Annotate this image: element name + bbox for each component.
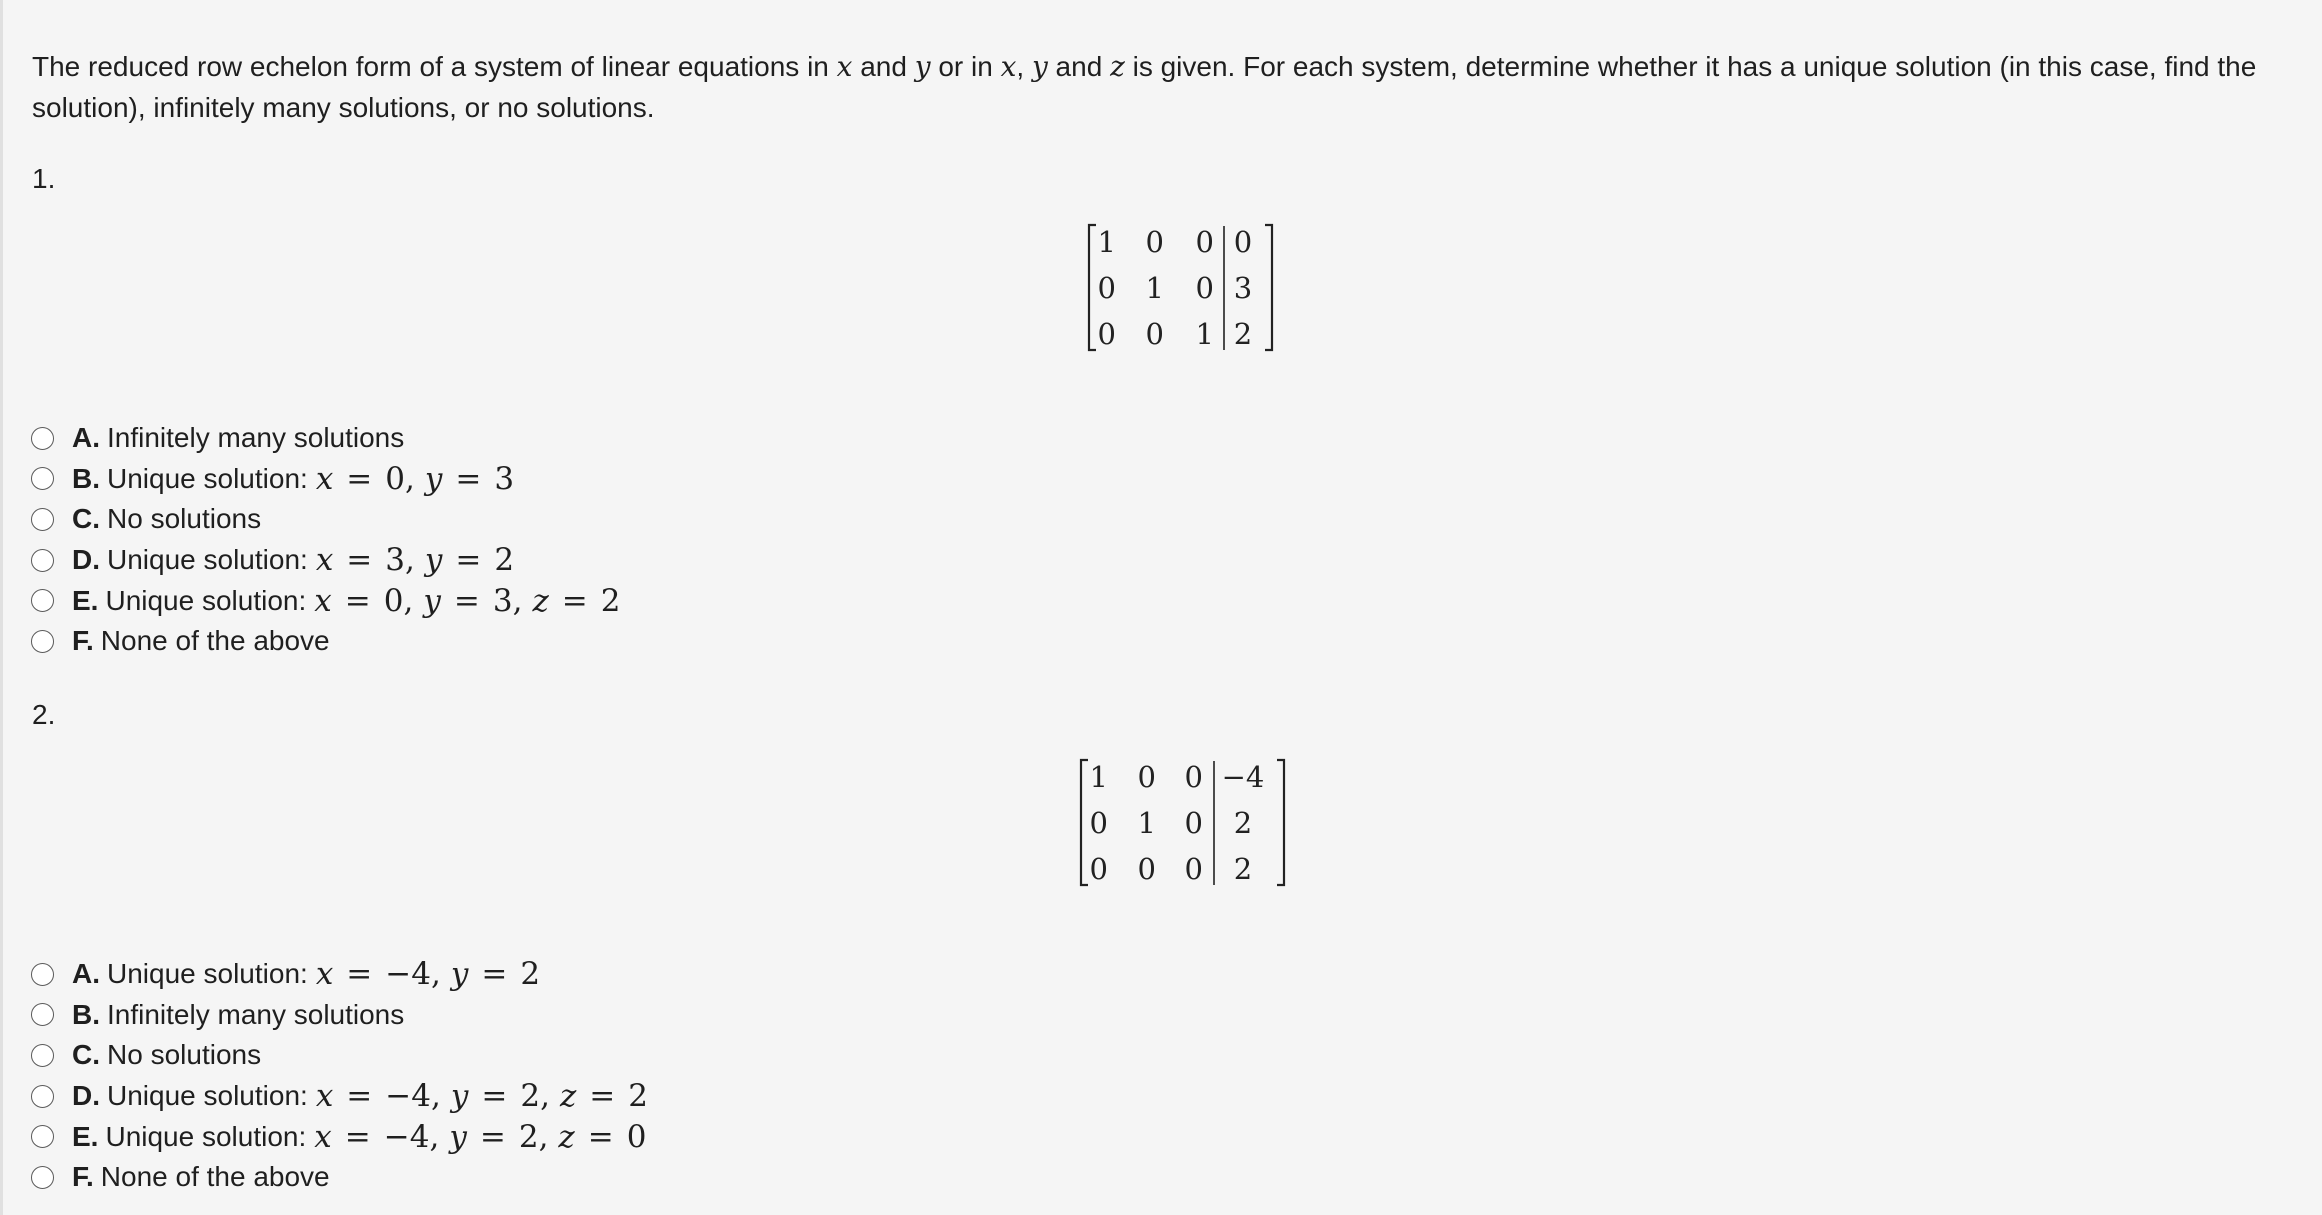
option-math: x = 3, y = 2 bbox=[315, 542, 515, 579]
option-d[interactable] bbox=[31, 1076, 648, 1117]
matrix-entry: 0 bbox=[1097, 271, 1116, 305]
option-text: No solutions bbox=[107, 503, 262, 535]
intro-text-segment: , bbox=[1016, 51, 1032, 82]
option-text: Unique solution: bbox=[107, 1080, 308, 1112]
radio-button[interactable] bbox=[31, 1166, 54, 1189]
instructions-text bbox=[32, 46, 2302, 128]
question-1-options bbox=[31, 418, 621, 662]
option-math: x = −4, y = 2, z = 0 bbox=[314, 1118, 647, 1155]
radio-button[interactable] bbox=[31, 1125, 54, 1148]
matrix-entry: 0 bbox=[1195, 225, 1214, 259]
matrix-entry: 2 bbox=[1233, 806, 1253, 840]
matrix-entry: 0 bbox=[1097, 317, 1116, 351]
intro-text-segment: and bbox=[1047, 51, 1111, 82]
matrix-entry: 2 bbox=[1233, 852, 1253, 886]
matrix-entry: 2 bbox=[1233, 317, 1253, 351]
option-letter: E. bbox=[72, 584, 99, 616]
option-math: x = 0, y = 3, z = 2 bbox=[314, 582, 621, 619]
radio-button[interactable] bbox=[31, 589, 54, 612]
option-letter: D. bbox=[72, 1080, 100, 1112]
question-2-augmented-matrix bbox=[1078, 757, 1288, 892]
option-text: Unique solution: bbox=[105, 584, 307, 616]
option-c[interactable] bbox=[31, 499, 621, 540]
matrix-entry: 0 bbox=[1137, 852, 1156, 886]
matrix-entry: 0 bbox=[1089, 806, 1108, 840]
math-variable: x bbox=[836, 50, 853, 83]
option-d[interactable] bbox=[31, 540, 621, 581]
question-2-options bbox=[31, 954, 648, 1198]
option-letter: B. bbox=[72, 462, 100, 494]
question-1-number: 1. bbox=[32, 163, 56, 194]
matrix-entry: 0 bbox=[1184, 852, 1203, 886]
option-letter: A. bbox=[72, 422, 100, 454]
math-variable: x bbox=[1000, 50, 1017, 83]
radio-button[interactable] bbox=[31, 1003, 54, 1026]
option-b[interactable] bbox=[31, 459, 621, 500]
option-e[interactable] bbox=[31, 1116, 648, 1157]
matrix-entry: 3 bbox=[1233, 271, 1253, 305]
left-bracket bbox=[1081, 760, 1088, 885]
radio-button[interactable] bbox=[31, 630, 54, 653]
option-f[interactable] bbox=[31, 1157, 648, 1198]
intro-text-segment: and bbox=[852, 51, 915, 82]
math-variable: z bbox=[1110, 50, 1125, 83]
math-variable: y bbox=[1031, 50, 1048, 83]
matrix-entry: 1 bbox=[1145, 271, 1164, 305]
question-2-number: 2. bbox=[32, 699, 56, 730]
option-text: None of the above bbox=[100, 625, 330, 657]
intro-text-segment: is given. For each system, determine whether it has a unique solution (in this case, find the solution), infinitely many solutions, or no solutions. bbox=[32, 51, 2257, 123]
matrix-entry: 0 bbox=[1233, 225, 1253, 259]
option-letter: D. bbox=[72, 544, 100, 576]
option-a[interactable] bbox=[31, 418, 621, 459]
matrix-entry: −4 bbox=[1221, 760, 1265, 794]
matrix-entry: 1 bbox=[1089, 760, 1108, 794]
matrix-entry: 0 bbox=[1184, 760, 1203, 794]
radio-button[interactable] bbox=[31, 508, 54, 531]
matrix-entry: 0 bbox=[1145, 317, 1164, 351]
left-bracket bbox=[1089, 225, 1096, 350]
option-f[interactable] bbox=[31, 621, 621, 662]
option-letter: C. bbox=[72, 503, 100, 535]
option-text: No solutions bbox=[107, 1039, 262, 1071]
right-bracket bbox=[1277, 760, 1284, 885]
option-math: x = −4, y = 2, z = 2 bbox=[315, 1078, 649, 1115]
option-text: Unique solution: bbox=[107, 958, 308, 990]
option-math: x = −4, y = 2 bbox=[315, 956, 541, 993]
matrix-entry: 1 bbox=[1097, 225, 1116, 259]
math-variable: y bbox=[914, 50, 931, 83]
option-letter: F. bbox=[72, 625, 94, 657]
radio-button[interactable] bbox=[31, 1044, 54, 1067]
right-bracket bbox=[1265, 225, 1272, 350]
option-e[interactable] bbox=[31, 580, 621, 621]
option-text: Infinitely many solutions bbox=[107, 998, 405, 1030]
radio-button[interactable] bbox=[31, 1085, 54, 1108]
option-letter: C. bbox=[72, 1039, 100, 1071]
option-math: x = 0, y = 3 bbox=[315, 460, 515, 497]
option-text: Unique solution: bbox=[107, 544, 308, 576]
option-a[interactable] bbox=[31, 954, 648, 995]
radio-button[interactable] bbox=[31, 549, 54, 572]
option-text: Unique solution: bbox=[107, 462, 308, 494]
option-letter: B. bbox=[72, 998, 100, 1030]
question-1-augmented-matrix bbox=[1086, 222, 1276, 357]
option-letter: A. bbox=[72, 958, 100, 990]
matrix-entry: 0 bbox=[1145, 225, 1164, 259]
intro-text-segment: The reduced row echelon form of a system of linear equations in bbox=[32, 51, 837, 82]
option-letter: F. bbox=[72, 1161, 94, 1193]
matrix-entry: 0 bbox=[1184, 806, 1203, 840]
matrix-entry: 1 bbox=[1195, 317, 1214, 351]
matrix-svg bbox=[1078, 757, 1288, 892]
intro-text-segment: or in bbox=[930, 51, 1001, 82]
option-text: None of the above bbox=[100, 1161, 330, 1193]
option-b[interactable] bbox=[31, 995, 648, 1036]
matrix-entry: 1 bbox=[1137, 806, 1156, 840]
radio-button[interactable] bbox=[31, 467, 54, 490]
matrix-svg bbox=[1086, 222, 1276, 357]
option-text: Unique solution: bbox=[105, 1120, 307, 1152]
matrix-entry: 0 bbox=[1137, 760, 1156, 794]
matrix-entry: 0 bbox=[1195, 271, 1214, 305]
radio-button[interactable] bbox=[31, 427, 54, 450]
radio-button[interactable] bbox=[31, 963, 54, 986]
option-c[interactable] bbox=[31, 1035, 648, 1076]
matrix-entry: 0 bbox=[1089, 852, 1108, 886]
option-letter: E. bbox=[72, 1120, 99, 1152]
option-text: Infinitely many solutions bbox=[107, 422, 405, 454]
